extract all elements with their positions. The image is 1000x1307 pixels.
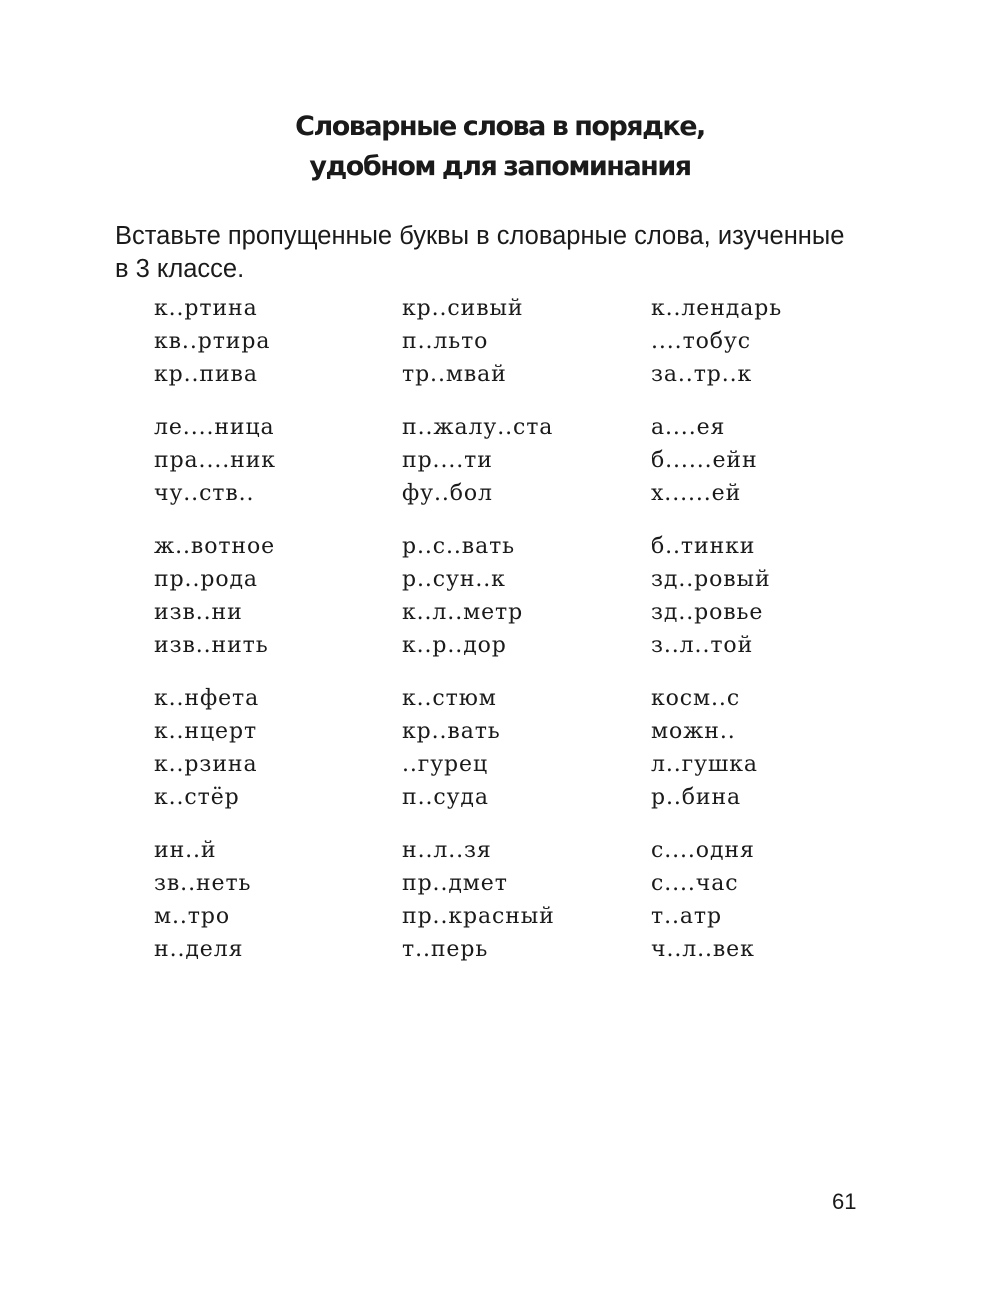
dictionary-word: ин..й bbox=[154, 838, 217, 863]
dictionary-word: к..рзина bbox=[154, 752, 258, 777]
word-row bbox=[0, 411, 1000, 444]
dictionary-word: б..тинки bbox=[651, 534, 756, 559]
dictionary-word: з..л..той bbox=[651, 633, 754, 658]
dictionary-word: зд..ровый bbox=[651, 567, 771, 592]
dictionary-word: ле....ница bbox=[154, 415, 275, 440]
dictionary-word: к..ртина bbox=[154, 296, 258, 321]
word-row bbox=[0, 900, 1000, 933]
word-row bbox=[0, 682, 1000, 715]
instruction-text bbox=[115, 220, 875, 286]
word-row bbox=[0, 781, 1000, 814]
dictionary-word: н..деля bbox=[154, 937, 244, 962]
page-number: 61 bbox=[832, 1189, 857, 1214]
word-row bbox=[0, 477, 1000, 510]
word-row bbox=[0, 325, 1000, 358]
dictionary-word: к..стюм bbox=[402, 686, 497, 711]
word-group bbox=[0, 834, 1000, 966]
dictionary-word: зв..неть bbox=[154, 871, 252, 896]
dictionary-word: ж..вотное bbox=[154, 534, 276, 559]
word-row bbox=[0, 629, 1000, 662]
word-row bbox=[0, 444, 1000, 477]
title-line-1: Словарные слова в порядке, bbox=[295, 111, 705, 142]
dictionary-word: пр..рода bbox=[154, 567, 258, 592]
dictionary-word: зд..ровье bbox=[651, 600, 764, 625]
dictionary-word: п..суда bbox=[402, 785, 489, 810]
dictionary-word: пр....ти bbox=[402, 448, 493, 473]
dictionary-word: тр..мвай bbox=[402, 362, 507, 387]
dictionary-word: ..гурец bbox=[402, 752, 489, 777]
dictionary-word: к..нфета bbox=[154, 686, 260, 711]
word-row bbox=[0, 596, 1000, 629]
word-group bbox=[0, 411, 1000, 510]
dictionary-word: изв..нить bbox=[154, 633, 269, 658]
dictionary-word: к..лендарь bbox=[651, 296, 783, 321]
dictionary-word: кр..пива bbox=[154, 362, 258, 387]
dictionary-word: к..л..метр bbox=[402, 600, 524, 625]
dictionary-word: ....тобус bbox=[651, 329, 751, 354]
dictionary-word: р..с..вать bbox=[402, 534, 516, 559]
page-title bbox=[0, 107, 1000, 187]
word-group bbox=[0, 292, 1000, 391]
word-row bbox=[0, 563, 1000, 596]
dictionary-word: п..льто bbox=[402, 329, 489, 354]
word-row bbox=[0, 748, 1000, 781]
dictionary-word: л..гушка bbox=[651, 752, 758, 777]
dictionary-word: можн.. bbox=[651, 719, 736, 744]
dictionary-word: кв..ртира bbox=[154, 329, 271, 354]
dictionary-word: а....ея bbox=[651, 415, 726, 440]
dictionary-word: т..атр bbox=[651, 904, 722, 929]
word-row bbox=[0, 292, 1000, 325]
dictionary-word: н..л..зя bbox=[402, 838, 492, 863]
dictionary-word: м..тро bbox=[154, 904, 230, 929]
dictionary-word: за..тр..к bbox=[651, 362, 753, 387]
dictionary-word: т..перь bbox=[402, 937, 489, 962]
dictionary-word: косм..с bbox=[651, 686, 741, 711]
word-list bbox=[0, 292, 1000, 986]
dictionary-word: пра....ник bbox=[154, 448, 276, 473]
dictionary-word: с....час bbox=[651, 871, 739, 896]
dictionary-word: б......ейн bbox=[651, 448, 758, 473]
dictionary-word: к..нцерт bbox=[154, 719, 258, 744]
word-group bbox=[0, 682, 1000, 814]
word-row bbox=[0, 933, 1000, 966]
dictionary-word: к..стёр bbox=[154, 785, 240, 810]
dictionary-word: пр..дмет bbox=[402, 871, 508, 896]
dictionary-word: п..жалу..ста bbox=[402, 415, 554, 440]
dictionary-word: к..р..дор bbox=[402, 633, 507, 658]
dictionary-word: фу..бол bbox=[402, 481, 493, 506]
dictionary-word: изв..ни bbox=[154, 600, 243, 625]
instruction-line-1: Вставьте пропущенные буквы в словарные слова, изученные bbox=[115, 222, 845, 250]
dictionary-word: р..бина bbox=[651, 785, 742, 810]
word-group bbox=[0, 530, 1000, 662]
dictionary-word: чу..ств.. bbox=[154, 481, 255, 506]
dictionary-word: пр..красный bbox=[402, 904, 555, 929]
instruction-line-2: в 3 классе. bbox=[115, 255, 245, 283]
word-row bbox=[0, 530, 1000, 563]
dictionary-word: ч..л..век bbox=[651, 937, 755, 962]
dictionary-word: р..сун..к bbox=[402, 567, 506, 592]
word-row bbox=[0, 358, 1000, 391]
dictionary-word: кр..сивый bbox=[402, 296, 524, 321]
word-row bbox=[0, 867, 1000, 900]
dictionary-word: кр..вать bbox=[402, 719, 501, 744]
word-row bbox=[0, 834, 1000, 867]
dictionary-word: х......ей bbox=[651, 481, 742, 506]
title-line-2: удобном для запоминания bbox=[309, 151, 691, 182]
word-row bbox=[0, 715, 1000, 748]
dictionary-word: с....одня bbox=[651, 838, 755, 863]
